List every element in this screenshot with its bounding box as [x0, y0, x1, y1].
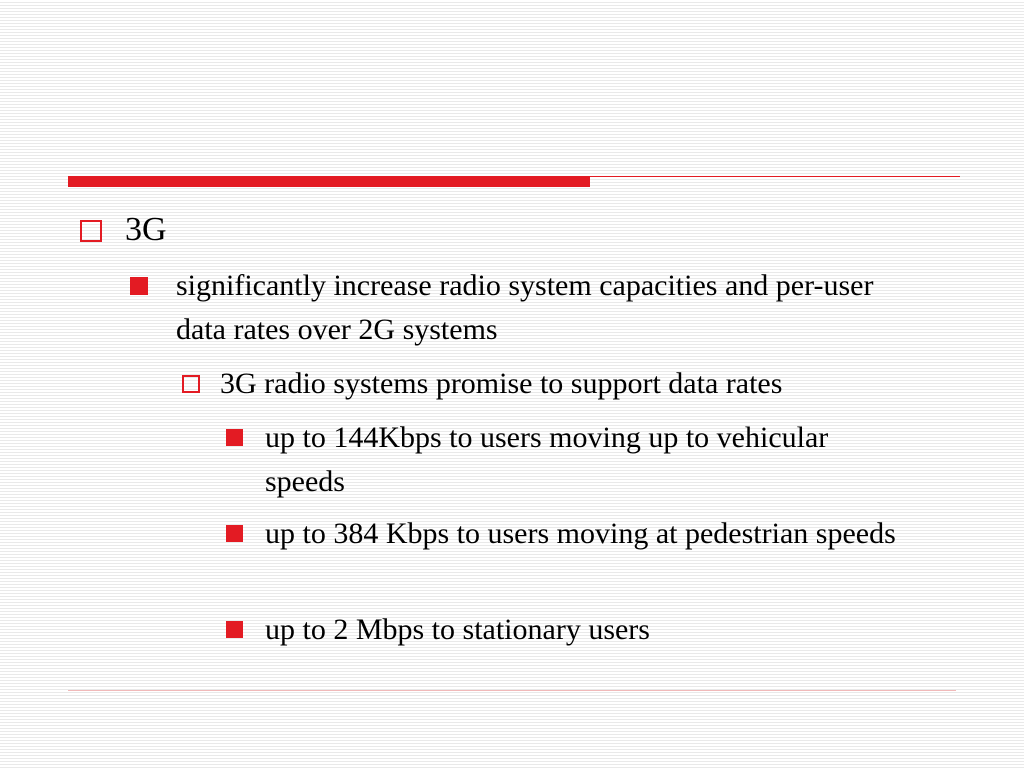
bullet-level-2: [130, 264, 930, 351]
bullet-text: up to 384 Kbps to users moving at pedestrian speeds: [265, 517, 896, 550]
bullet-text: 3G: [125, 211, 167, 248]
filled-square-icon: [226, 525, 243, 542]
bullet-level-1: [80, 208, 167, 252]
bullet-text: 3G radio systems promise to support data rates: [220, 367, 783, 400]
hollow-square-icon: [182, 375, 200, 393]
hollow-square-icon: [80, 220, 102, 242]
bullet-level-4: [226, 416, 906, 503]
bullet-text: significantly increase radio system capacities and per-user data rates over 2G systems: [176, 269, 874, 346]
header-rule-thin: [590, 176, 960, 177]
footer-rule: [68, 690, 956, 691]
bullet-level-4: [226, 608, 926, 652]
bullet-level-4: [226, 512, 946, 556]
filled-square-icon: [226, 621, 243, 638]
bullet-level-3: [182, 362, 942, 406]
filled-square-icon: [130, 277, 148, 295]
header-rule-thick: [68, 176, 590, 187]
bullet-text: up to 144Kbps to users moving up to vehicular speeds: [265, 421, 829, 498]
filled-square-icon: [226, 429, 243, 446]
bullet-text: up to 2 Mbps to stationary users: [265, 613, 650, 646]
